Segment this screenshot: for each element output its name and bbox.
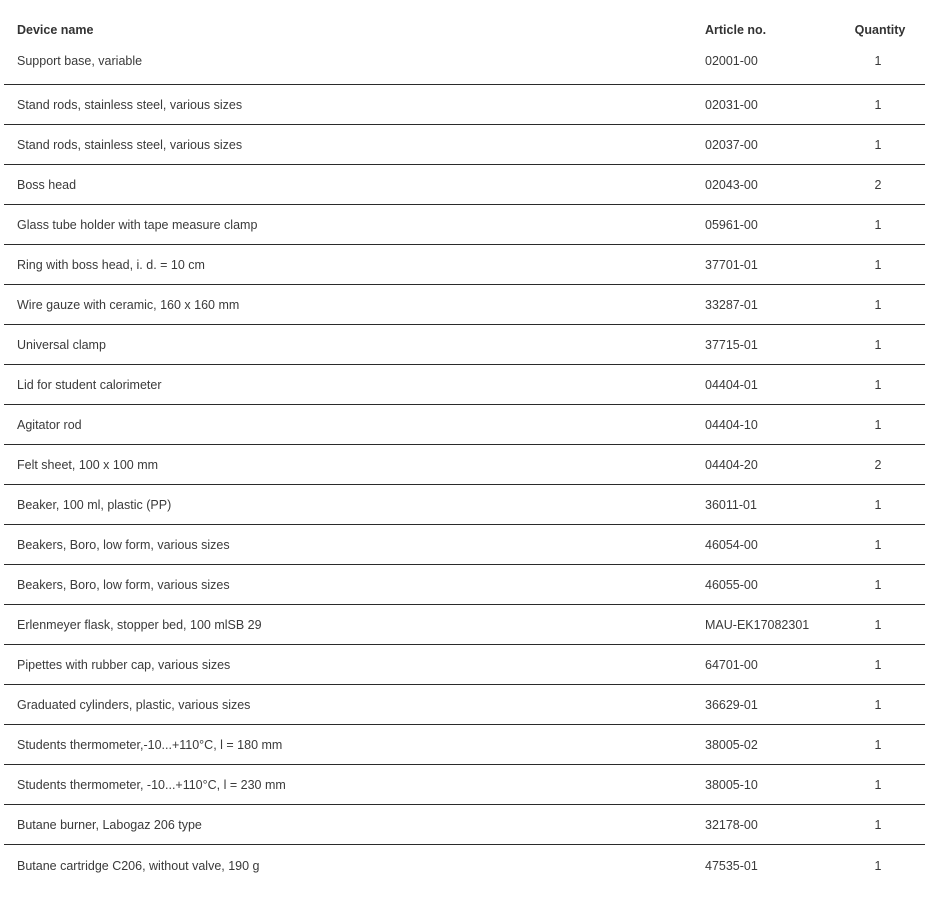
table-row [4, 285, 925, 325]
device-name-cell: Lid for student calorimeter [17, 377, 162, 392]
device-name-cell: Felt sheet, 100 x 100 mm [17, 457, 159, 472]
table-row [4, 445, 925, 485]
table-row [4, 685, 925, 725]
article-no-cell: 32178-00 [705, 817, 758, 832]
article-no-cell: 33287-01 [705, 297, 758, 312]
article-no-cell: 02031-00 [705, 97, 758, 112]
device-name-cell: Butane burner, Labogaz 206 type [17, 817, 202, 832]
table-row [4, 325, 925, 365]
device-name-cell: Stand rods, stainless steel, various sizes [17, 97, 243, 112]
article-no-cell: MAU-EK17082301 [705, 617, 810, 632]
quantity-cell: 1 [874, 217, 882, 232]
article-no-cell: 46054-00 [705, 537, 758, 552]
table-row [4, 85, 925, 125]
device-name-cell: Students thermometer,-10...+110°C, l = 180 mm [17, 737, 283, 752]
article-no-cell: 36629-01 [705, 697, 758, 712]
article-no-cell: 02001-00 [705, 54, 758, 68]
equipment-table [4, 0, 925, 887]
table-row [4, 205, 925, 245]
table-row [4, 805, 925, 845]
device-name-cell: Beaker, 100 ml, plastic (PP) [17, 497, 172, 512]
quantity-cell: 1 [874, 377, 882, 392]
quantity-cell: 1 [874, 859, 882, 873]
table-row [4, 405, 925, 445]
quantity-cell: 1 [874, 777, 882, 792]
quantity-cell: 1 [874, 737, 882, 752]
table-row [4, 765, 925, 805]
quantity-cell: 2 [874, 177, 882, 192]
device-name-cell: Beakers, Boro, low form, various sizes [17, 537, 230, 552]
quantity-cell: 1 [874, 497, 882, 512]
device-name-cell: Glass tube holder with tape measure clamp [17, 217, 258, 232]
device-name-cell: Boss head [17, 177, 77, 192]
quantity-cell: 1 [874, 537, 882, 552]
article-no-cell: 36011-01 [705, 497, 757, 512]
article-no-cell: 38005-10 [705, 777, 758, 792]
header-article-no: Article no. [705, 23, 767, 37]
quantity-cell: 1 [874, 817, 882, 832]
table-row [4, 485, 925, 525]
article-no-cell: 64701-00 [705, 657, 758, 672]
article-no-cell: 46055-00 [705, 577, 758, 592]
article-no-cell: 04404-10 [705, 417, 758, 432]
article-no-cell: 37701-01 [705, 257, 758, 272]
table-row [4, 565, 925, 605]
quantity-cell: 1 [874, 54, 882, 68]
table-row [4, 845, 925, 887]
quantity-cell: 1 [874, 617, 882, 632]
article-no-cell: 04404-01 [705, 377, 758, 392]
article-no-cell: 38005-02 [705, 737, 758, 752]
device-name-cell: Wire gauze with ceramic, 160 x 160 mm [17, 297, 240, 312]
table-header-row [4, 0, 925, 50]
device-name-cell: Ring with boss head, i. d. = 10 cm [17, 257, 205, 272]
device-name-cell: Pipettes with rubber cap, various sizes [17, 657, 231, 672]
device-name-cell: Students thermometer, -10...+110°C, l = 230 mm [17, 777, 286, 792]
device-name-cell: Universal clamp [17, 337, 106, 352]
article-no-cell: 47535-01 [705, 859, 758, 873]
device-name-cell: Agitator rod [17, 417, 82, 432]
quantity-cell: 1 [874, 577, 882, 592]
article-no-cell: 37715-01 [705, 337, 758, 352]
quantity-cell: 1 [874, 97, 882, 112]
quantity-cell: 1 [874, 257, 882, 272]
quantity-cell: 1 [874, 337, 882, 352]
table-row [4, 245, 925, 285]
quantity-cell: 1 [874, 657, 882, 672]
header-quantity: Quantity [854, 23, 906, 37]
quantity-cell: 1 [874, 417, 882, 432]
article-no-cell: 05961-00 [705, 217, 758, 232]
device-name-cell: Support base, variable [17, 54, 143, 68]
table-row [4, 125, 925, 165]
quantity-cell: 1 [874, 137, 882, 152]
device-name-cell: Graduated cylinders, plastic, various sizes [17, 697, 251, 712]
table-row [4, 365, 925, 405]
table-row [4, 525, 925, 565]
quantity-cell: 2 [874, 457, 882, 472]
device-name-cell: Beakers, Boro, low form, various sizes [17, 577, 230, 592]
article-no-cell: 04404-20 [705, 457, 758, 472]
table-row [4, 645, 925, 685]
article-no-cell: 02037-00 [705, 137, 758, 152]
quantity-cell: 1 [874, 297, 882, 312]
table-row [4, 605, 925, 645]
quantity-cell: 1 [874, 697, 882, 712]
article-no-cell: 02043-00 [705, 177, 758, 192]
device-name-cell: Stand rods, stainless steel, various sizes [17, 137, 243, 152]
header-device-name: Device name [17, 23, 94, 37]
table-row [4, 165, 925, 205]
table-row [4, 50, 925, 85]
device-name-cell: Butane cartridge C206, without valve, 190 g [17, 859, 260, 873]
table-row [4, 725, 925, 765]
device-name-cell: Erlenmeyer flask, stopper bed, 100 mlSB 29 [17, 617, 262, 632]
